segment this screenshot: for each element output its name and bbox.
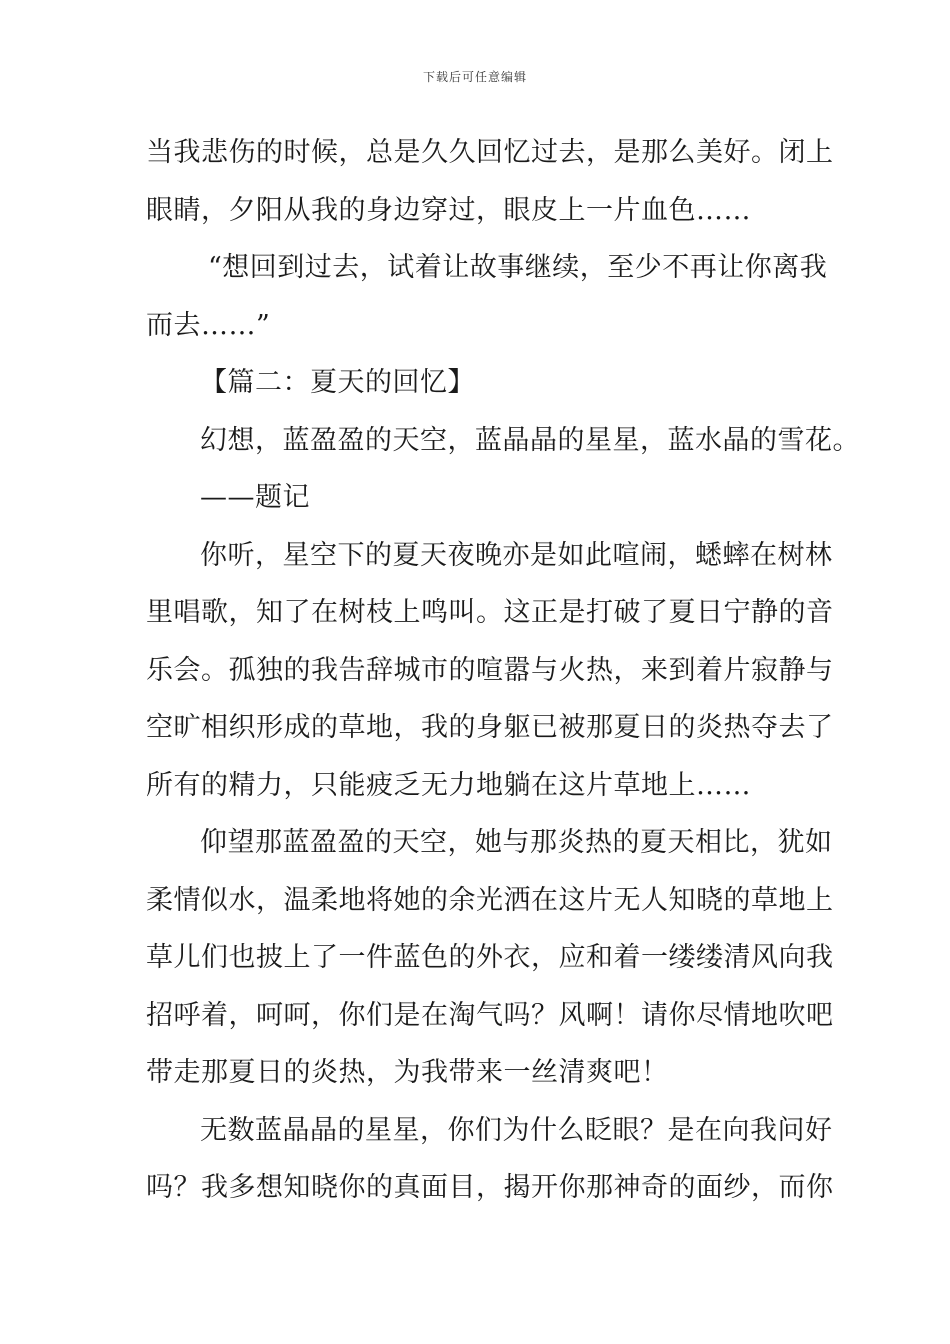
text-line: 无数蓝晶晶的星星，你们为什么眨眼？是在向我问好 [200, 1114, 833, 1146]
epigraph-text: 幻想，蓝盈盈的天空，蓝晶晶的星星，蓝水晶的雪花。 [200, 424, 860, 456]
text-line: “想回到过去，试着让故事继续，至少不再让你离我 [208, 252, 828, 283]
text-line: 带走那夏日的炎热，为我带来一丝清爽吧！ [146, 1057, 669, 1088]
header-note: 下载后可任意编辑 [422, 70, 527, 84]
text-line: 里唱歌，知了在树枝上鸣叫。这正是打破了夏日宁静的音 [146, 597, 834, 628]
document-body [146, 124, 860, 1217]
text-line: 草儿们也披上了一件蓝色的外衣，应和着一缕缕清风向我 [146, 942, 834, 973]
text-line: 而去……” [146, 309, 271, 341]
text-line: 乐会。孤独的我告辞城市的喧嚣与火热，来到着片寂静与 [146, 654, 834, 686]
text-line: 招呼着，呵呵，你们是在淘气吗？风啊！请你尽情地吹吧 [146, 999, 834, 1031]
text-line: 空旷相织形成的草地，我的身躯已被那夏日的炎热夺去了 [146, 712, 834, 743]
text-line: 所有的精力，只能疲乏无力地躺在这片草地上…… [146, 769, 751, 801]
text-line: 柔情似水，温柔地将她的余光洒在这片无人知晓的草地上 [146, 884, 834, 916]
text-line: 仰望那蓝盈盈的天空，她与那炎热的夏天相比，犹如 [200, 827, 833, 858]
text-line: 当我悲伤的时候，总是久久回忆过去，是那么美好。闭上 [146, 137, 834, 168]
section-heading: 【篇二：夏天的回忆】 [200, 367, 475, 398]
text-line: 吗？我多想知晓你的真面目，揭开你那神奇的面纱，而你 [146, 1172, 834, 1203]
text-line: 你听，星空下的夏天夜晚亦是如此喧闹，蟋蟀在树林 [200, 539, 833, 571]
epigraph-attribution: ——题记 [200, 482, 310, 513]
text-line: 眼睛，夕阳从我的身边穿过，眼皮上一片血色…… [146, 194, 751, 226]
